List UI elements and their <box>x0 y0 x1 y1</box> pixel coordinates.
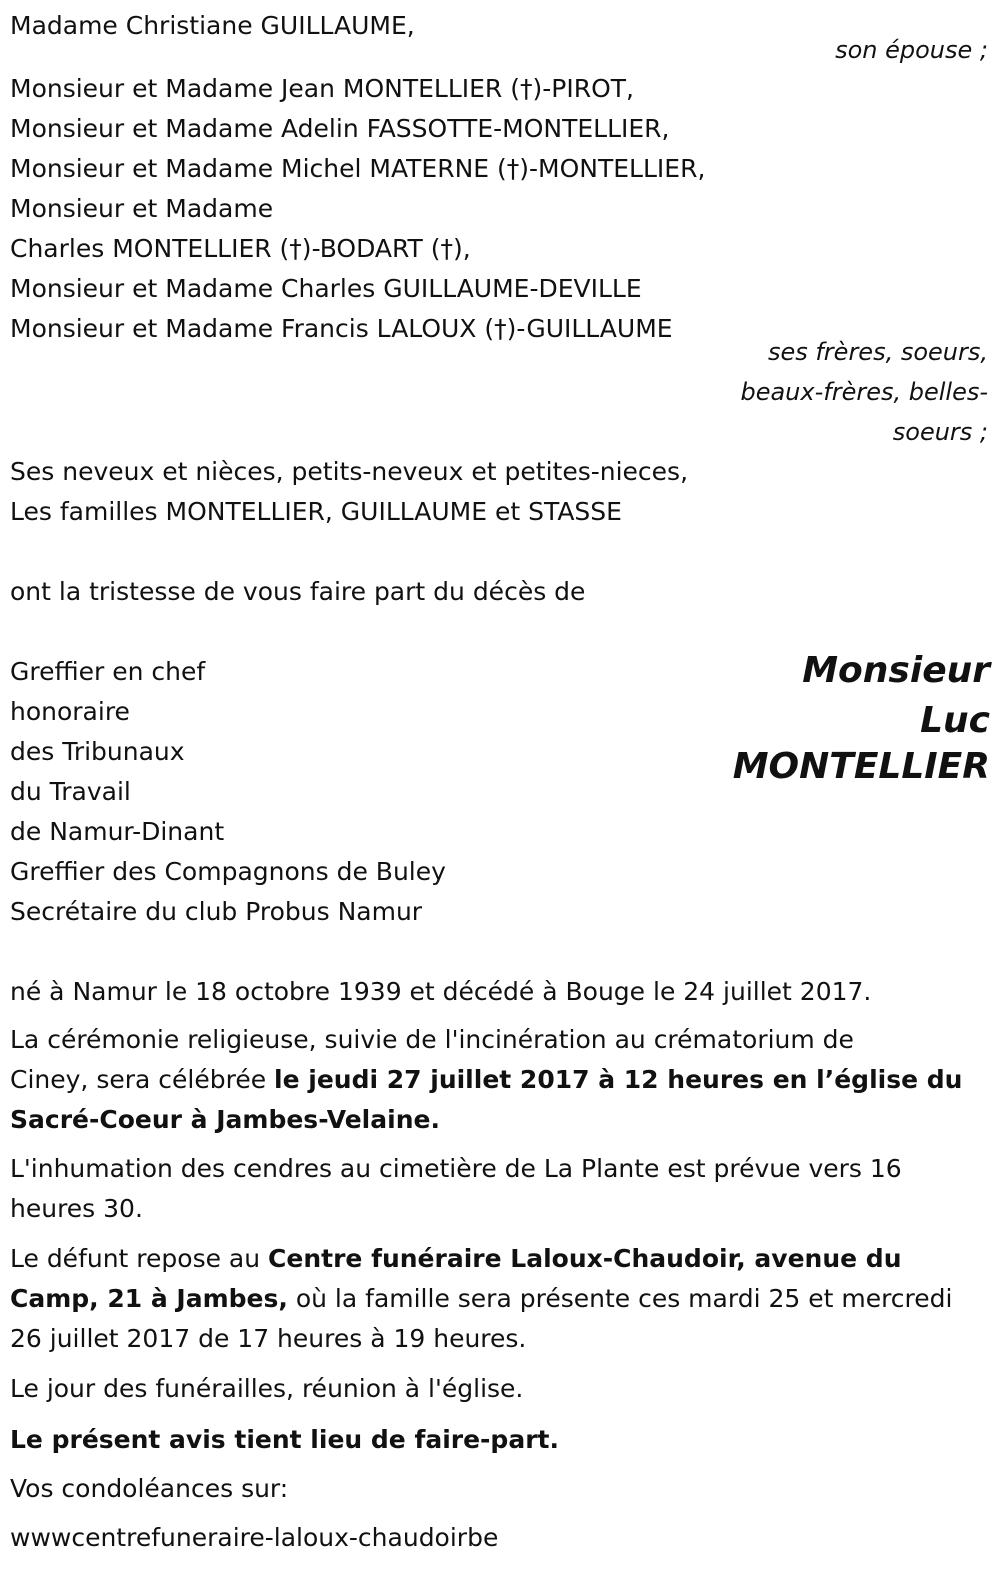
others-line: Ses neveux et nièces, petits-neveux et petites-nieces, <box>10 457 689 486</box>
ceremony-line-2 <box>10 1060 962 1100</box>
ceremony-plain: Ciney, sera célébrée <box>10 1065 275 1094</box>
spouse-role: son épouse ; <box>835 36 988 64</box>
sibling-line: Monsieur et Madame Adelin FASSOTTE-MONTELLIER, <box>10 114 670 143</box>
repose-line-1 <box>10 1239 902 1279</box>
deceased-name-line: Luc <box>920 700 990 741</box>
website-link[interactable]: wwwcentrefuneraire-laloux-chaudoirbe <box>10 1523 499 1552</box>
deceased-name-line: MONTELLIER <box>732 746 990 787</box>
birth-death: né à Namur le 18 octobre 1939 et décédé à Bouge le 24 juillet 2017. <box>10 977 872 1006</box>
repose-address: Camp, 21 à Jambes, <box>10 1284 288 1313</box>
siblings-role-line: soeurs ; <box>892 418 988 446</box>
notice: Le présent avis tient lieu de faire-part. <box>10 1425 559 1454</box>
repose-plain: Le défunt repose au <box>10 1244 269 1273</box>
sibling-line: Monsieur et Madame Michel MATERNE (†)-MONTELLIER, <box>10 154 706 183</box>
sibling-line: Monsieur et Madame <box>10 194 274 223</box>
title-line: honoraire <box>10 697 130 726</box>
condolences-label: Vos condoléances sur: <box>10 1474 289 1503</box>
siblings-role-line: beaux-frères, belles- <box>740 378 988 406</box>
announcement: ont la tristesse de vous faire part du décès de <box>10 577 586 606</box>
siblings-role-line: ses frères, soeurs, <box>767 338 988 366</box>
ceremony-date: le jeudi 27 juillet 2017 à 12 heures en l’église du <box>274 1065 963 1094</box>
funeral-day: Le jour des funérailles, réunion à l'église. <box>10 1374 524 1403</box>
repose-place: Centre funéraire Laloux-Chaudoir, avenue du <box>268 1244 902 1273</box>
repose-line-2 <box>10 1279 952 1319</box>
title-line: Secrétaire du club Probus Namur <box>10 897 423 926</box>
inhumation-line-1: L'inhumation des cendres au cimetière de La Plante est prévue vers 16 <box>10 1154 902 1183</box>
ceremony-line-1: La cérémonie religieuse, suivie de l'incinération au crématorium de <box>10 1025 854 1054</box>
deceased-name-line: Monsieur <box>802 650 990 691</box>
inhumation-line-2: heures 30. <box>10 1194 143 1223</box>
sibling-line: Charles MONTELLIER (†)-BODART (†), <box>10 234 471 263</box>
sibling-line: Monsieur et Madame Charles GUILLAUME-DEVILLE <box>10 274 642 303</box>
title-line: Greffier des Compagnons de Buley <box>10 857 446 886</box>
sibling-line: Monsieur et Madame Jean MONTELLIER (†)-PIROT, <box>10 74 634 103</box>
title-line: Greffier en chef <box>10 657 206 686</box>
title-line: de Namur-Dinant <box>10 817 225 846</box>
title-line: des Tribunaux <box>10 737 185 766</box>
sibling-line: Monsieur et Madame Francis LALOUX (†)-GUILLAUME <box>10 314 673 343</box>
repose-line-3: 26 juillet 2017 de 17 heures à 19 heures. <box>10 1324 527 1353</box>
title-line: du Travail <box>10 777 131 806</box>
spouse-name: Madame Christiane GUILLAUME, <box>10 11 415 40</box>
ceremony-line-3: Sacré-Coeur à Jambes-Velaine. <box>10 1105 440 1134</box>
repose-plain-2: où la famille sera présente ces mardi 25 et mercredi <box>287 1284 953 1313</box>
others-line: Les familles MONTELLIER, GUILLAUME et STASSE <box>10 497 622 526</box>
